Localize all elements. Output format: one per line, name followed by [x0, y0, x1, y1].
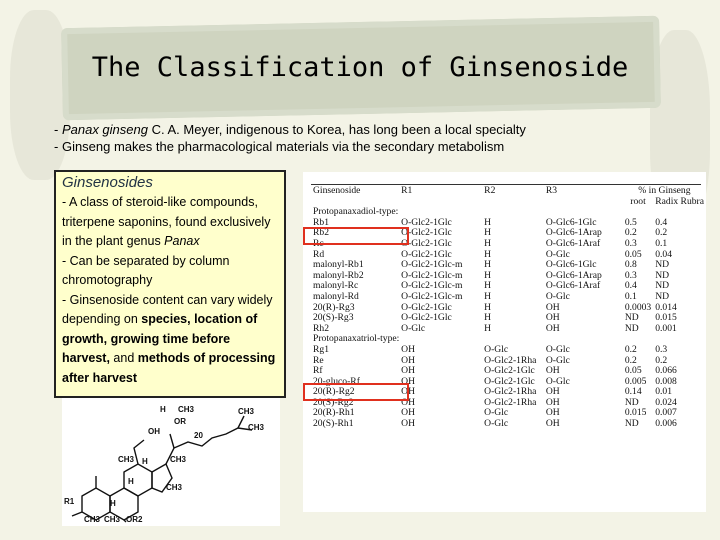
cell-root: 0.3 [624, 237, 637, 249]
cell-r1: O-Glc2-1Glc-m [401, 259, 463, 271]
cell-r2: H [484, 280, 492, 292]
cell-r3: OH [545, 407, 560, 419]
label-r1: R1 [64, 497, 75, 506]
cell-radix-rubra: 0.3 [655, 343, 668, 355]
cell-r2: O-Glc [484, 343, 509, 355]
infobox-text [62, 193, 278, 388]
cell-root: 0.015 [624, 407, 647, 419]
cell-ginsenoside: Rb2 [313, 227, 329, 239]
label-20: 20 [194, 431, 203, 440]
cell-root: 0.005 [624, 375, 647, 387]
cell-r1: O-Glc2-1Glc-m [401, 280, 463, 292]
intro-line-1-rest: C. A. Meyer, indigenous to Korea, has long been a local specialty [147, 122, 526, 137]
species-name: Panax ginseng [61, 122, 148, 137]
cell-r2: O-Glc [484, 418, 509, 430]
cell-radix-rubra: ND [655, 280, 670, 292]
cell-ginsenoside: malonyl-Rd [313, 290, 359, 302]
ppd-highlight-box [303, 227, 409, 245]
infobox-point-3-mid: and [109, 351, 138, 365]
intro-line-1 [54, 121, 526, 138]
cell-root: 0.8 [624, 259, 637, 271]
cell-ginsenoside: Rh2 [313, 322, 329, 334]
cell-r2: O-Glc [484, 407, 509, 419]
cell-radix-rubra: 0.2 [655, 354, 668, 366]
cell-r1: OH [401, 365, 416, 377]
table-row [311, 250, 706, 261]
bullet: - [54, 139, 62, 154]
cell-r2: O-Glc2-1Rha [484, 354, 537, 366]
cell-r3: OH [545, 396, 560, 408]
cell-r3: O-Glc6-1Glc [545, 259, 597, 271]
structure-svg [62, 398, 280, 526]
table-row [311, 292, 706, 303]
cell-root: 0.5 [624, 216, 637, 228]
ppd-label: Protopanaxadiol-type: [313, 206, 399, 218]
cell-ginsenoside: malonyl-Rb2 [313, 269, 364, 281]
bond-methyl [238, 416, 244, 428]
cell-ginsenoside: Rb1 [313, 216, 329, 228]
table-row [311, 303, 706, 314]
cell-r3: OH [545, 301, 560, 313]
table-row [311, 408, 706, 419]
genus-name: Panax [164, 234, 200, 248]
cell-root: ND [624, 322, 639, 334]
cell-r1: O-Glc2-1Glc [401, 312, 452, 324]
bullet: - [54, 122, 62, 137]
cell-ginsenoside: Rf [313, 365, 323, 377]
table-row [311, 313, 706, 324]
label-ch3: CH3 [104, 515, 121, 524]
cell-r2: H [484, 259, 492, 271]
cell-r1: OH [401, 354, 416, 366]
label-ch3: CH3 [166, 483, 183, 492]
table-row [311, 345, 706, 356]
table-row [311, 260, 706, 271]
cell-r2: H [484, 301, 492, 313]
cell-r2: O-Glc2-1Rha [484, 386, 537, 398]
cell-radix-rubra: 0.024 [655, 396, 677, 408]
cell-root: 0.05 [624, 248, 642, 260]
cell-root: ND [624, 312, 639, 324]
cell-r2: O-Glc2-1Glc [484, 365, 535, 377]
cell-r3: OH [545, 386, 560, 398]
ppt-label-row [311, 334, 706, 345]
header-ginsenoside: Ginsenoside [313, 185, 361, 196]
intro-line-2-text: Ginseng makes the pharmacological materials via the secondary metabolism [61, 139, 505, 154]
intro-text [54, 121, 526, 155]
cell-r3: OH [545, 418, 560, 430]
label-h: H [142, 457, 148, 466]
cell-r2: H [484, 322, 492, 334]
cell-r1: O-Glc2-1Glc-m [401, 269, 463, 281]
cell-r1: OH [401, 343, 416, 355]
label-ch3: CH3 [178, 405, 195, 414]
cell-root: 0.14 [624, 386, 642, 398]
cell-root: 0.05 [624, 365, 642, 377]
infobox-point-3-bold-2: methods of processing after harvest [62, 351, 276, 385]
cell-r2: H [484, 312, 492, 324]
cell-ginsenoside: malonyl-Rb1 [313, 259, 364, 271]
cell-r2: H [484, 216, 492, 228]
cell-root: ND [624, 396, 639, 408]
label-ch3: CH3 [170, 455, 187, 464]
cell-root: 0.2 [624, 343, 637, 355]
infobox-heading: Ginsenosides [62, 174, 153, 191]
cell-r2: O-Glc2-1Glc [484, 375, 535, 387]
label-oh: OH [148, 427, 160, 436]
page-title: The Classification of Ginsenoside [91, 52, 629, 83]
cell-radix-rubra: 0.01 [655, 386, 673, 398]
cell-r1: O-Glc2-1Glc [401, 248, 452, 260]
table-row [311, 281, 706, 292]
cell-r1: OH [401, 375, 416, 387]
cell-r1: O-Glc2-1Glc [401, 301, 452, 313]
cell-r3: O-Glc6-1Arap [545, 227, 602, 239]
infobox-point-1: - A class of steroid-like compounds, triterpene saponins, found exclusively in the plant genus [62, 195, 271, 248]
cell-radix-rubra: ND [655, 269, 670, 281]
cell-r3: O-Glc6-1Araf [545, 237, 601, 249]
label-h: H [110, 499, 116, 508]
header-r1: R1 [401, 185, 413, 196]
ppt-label: Protopanaxatriol-type: [313, 333, 400, 345]
cell-radix-rubra: 0.04 [655, 248, 673, 260]
cell-r3: O-Glc6-1Arap [545, 269, 602, 281]
cell-r1: O-Glc2-1Glc [401, 227, 452, 239]
cell-r1: OH [401, 418, 416, 430]
infobox-point-2: - Can be separated by column chromotography [62, 253, 230, 287]
cell-radix-rubra: 0.007 [655, 407, 677, 419]
table-row [311, 419, 706, 430]
cell-root: 0.0003 [624, 301, 652, 313]
cell-radix-rubra: 0.015 [655, 312, 677, 324]
cell-radix-rubra: 0.066 [655, 365, 677, 377]
cell-ginsenoside: 20(S)-Rh1 [313, 418, 354, 430]
cell-radix-rubra: 0.006 [655, 418, 677, 430]
cell-ginsenoside: malonyl-Rc [313, 280, 359, 292]
bond-r1 [72, 512, 82, 516]
cell-r3: OH [545, 322, 560, 334]
cell-radix-rubra: 0.008 [655, 375, 677, 387]
subheader-root: root [630, 195, 646, 207]
cell-ginsenoside: Rg1 [313, 343, 329, 355]
header-r2: R2 [484, 185, 496, 196]
intro-line-2 [54, 138, 526, 155]
cell-root: 0.3 [624, 269, 637, 281]
cell-ginsenoside: 20(S)-Rg3 [313, 312, 354, 324]
cell-ginsenoside: Rc [313, 237, 324, 249]
cell-r2: H [484, 248, 492, 260]
cell-r2: O-Glc2-1Rha [484, 396, 537, 408]
cell-radix-rubra: 0.014 [655, 301, 677, 313]
cell-r1: O-Glc2-1Glc [401, 216, 452, 228]
cell-r1: OH [401, 407, 416, 419]
cell-ginsenoside: 20(R)-Rg3 [313, 301, 355, 313]
cell-ginsenoside: 20(R)-Rh1 [313, 407, 355, 419]
cell-root: 0.1 [624, 290, 637, 302]
cell-r3: O-Glc [545, 354, 570, 366]
label-or: OR [174, 417, 186, 426]
infobox-point-3: - Ginsenoside content can vary widely depending on [62, 292, 273, 326]
subheader-radix-rubra: Radix Rubra [655, 195, 704, 207]
cell-radix-rubra: ND [655, 259, 670, 271]
ginsenoside-structure-diagram [62, 398, 280, 526]
cell-r3: O-Glc [545, 248, 570, 260]
cell-ginsenoside: Re [313, 354, 324, 366]
cell-r3: OH [545, 312, 560, 324]
cell-radix-rubra: 0.4 [655, 216, 668, 228]
cell-r2: H [484, 269, 492, 281]
header-percent: % in Ginseng [638, 185, 691, 196]
label-ch3: CH3 [248, 423, 265, 432]
cell-radix-rubra: 0.2 [655, 227, 668, 239]
cell-r2: H [484, 290, 492, 302]
ginsenoside-table-panel [303, 172, 706, 512]
cell-radix-rubra: 0.001 [655, 322, 677, 334]
ppd-label-row [311, 207, 706, 218]
cell-root: 0.2 [624, 354, 637, 366]
cell-r3: O-Glc6-1Araf [545, 280, 601, 292]
table-header-row [311, 186, 706, 197]
cell-ginsenoside: 20(S)-Rg2 [313, 396, 354, 408]
label-or2: OR2 [126, 515, 143, 524]
header-r3: R3 [545, 185, 558, 196]
cell-ginsenoside: 20-gluco-Rf [313, 375, 360, 387]
cell-radix-rubra: 0.1 [655, 237, 668, 249]
bond-20 [170, 434, 174, 448]
cell-r1: OH [401, 386, 416, 398]
cell-root: 0.2 [624, 227, 637, 239]
cell-root: 0.4 [624, 280, 637, 292]
cell-r2: H [484, 227, 492, 239]
cell-r3: O-Glc [545, 290, 570, 302]
label-ch3: CH3 [238, 407, 255, 416]
cell-root: ND [624, 418, 639, 430]
table-row [311, 271, 706, 282]
label-ch3: CH3 [84, 515, 101, 524]
label-ch3: CH3 [118, 455, 135, 464]
cell-r2: H [484, 237, 492, 249]
cell-r1: O-Glc [401, 322, 426, 334]
label-h: H [160, 405, 166, 414]
cell-r1: O-Glc2-1Glc [401, 237, 452, 249]
ginsenosides-infobox [54, 170, 286, 398]
cell-radix-rubra: ND [655, 290, 670, 302]
cell-r3: O-Glc6-1Glc [545, 216, 597, 228]
cell-r1: O-Glc2-1Glc-m [401, 290, 463, 302]
cell-ginsenoside: Rd [313, 248, 325, 260]
cell-r3: OH [545, 365, 560, 377]
cell-r1: OH [401, 396, 416, 408]
label-h: H [128, 477, 134, 486]
cell-ginsenoside: 20(R)-Rg2 [313, 386, 355, 398]
cell-r3: O-Glc [545, 375, 570, 387]
ppt-highlight-box [303, 383, 409, 401]
infobox-point-3-bold-1: species, location of growth, growing time before harvest, [62, 312, 258, 365]
cell-r3: O-Glc [545, 343, 570, 355]
